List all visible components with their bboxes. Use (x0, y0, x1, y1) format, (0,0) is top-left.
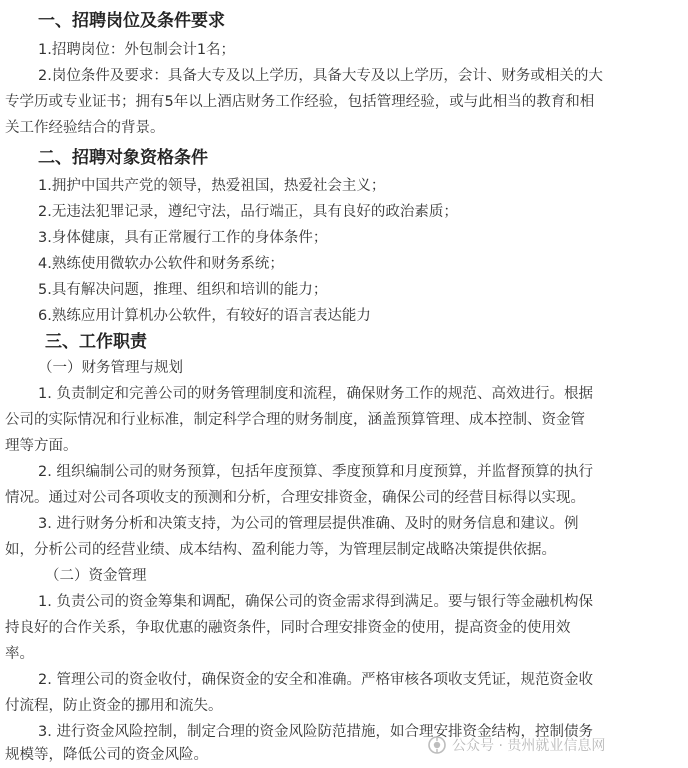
paragraph-line: 如，分析公司的经营业绩、成本结构、盈利能力等，为管理层制定战略决策提供依据。 (5, 542, 556, 558)
section-heading-job-duties: 三、工作职责 (45, 332, 147, 352)
paragraph-line: 2. 组织编制公司的财务预算，包括年度预算、季度预算和月度预算，并监督预算的执行 (38, 464, 593, 480)
paragraph-line: 3. 进行资金风险控制，制定合理的资金风险防范措施，如合理安排资金结构，控制债务 (38, 724, 593, 740)
paragraph-line: 6.熟练应用计算机办公软件，有较好的语言表达能力 (38, 308, 371, 324)
paragraph-line: 理等方面。 (5, 438, 78, 454)
paragraph-line: 公司的实际情况和行业标准，制定科学合理的财务制度，涵盖预算管理、成本控制、资金管 (5, 412, 585, 428)
wechat-official-account-icon (428, 736, 446, 754)
subheading-fund-management: （二）资金管理 (45, 568, 147, 584)
section-heading-recruitment-position: 一、招聘岗位及条件要求 (38, 11, 225, 31)
paragraph-line: 持良好的合作关系，争取优惠的融资条件，同时合理安排资金的使用，提高资金的使用效 (5, 620, 571, 636)
paragraph-line: 规模等，降低公司的资金风险。 (5, 747, 208, 763)
paragraph-line: 4.熟练使用微软办公软件和财务系统； (38, 256, 284, 272)
paragraph-line: 2. 管理公司的资金收付，确保资金的安全和准确。严格审核各项收支凭证，规范资金收 (38, 672, 593, 688)
watermark (428, 733, 605, 757)
paragraph-line: 5.具有解决问题，推理、组织和培训的能力； (38, 282, 328, 298)
watermark-text: 公众号 · 贵州就业信息网 (452, 738, 606, 754)
paragraph-line: 3. 进行财务分析和决策支持，为公司的管理层提供准确、及时的财务信息和建议。例 (38, 516, 579, 532)
paragraph-line: 付流程，防止资金的挪用和流失。 (5, 698, 223, 714)
paragraph-line: 情况。通过对公司各项收支的预测和分析，合理安排资金，确保公司的经营目标得以实现。 (5, 490, 585, 506)
subheading-financial-management: （一）财务管理与规划 (38, 360, 183, 376)
paragraph-line: 3.身体健康，具有正常履行工作的身体条件； (38, 230, 328, 246)
paragraph-line: 1.招聘岗位：外包制会计1名； (38, 42, 236, 58)
paragraph-line: 率。 (5, 646, 34, 662)
paragraph-line: 关工作经验结合的背景。 (5, 120, 165, 136)
paragraph-line: 1. 负责制定和完善公司的财务管理制度和流程，确保财务工作的规范、高效进行。根据 (38, 386, 593, 402)
paragraph-line: 2.岗位条件及要求：具备大专及以上学历，具备大专及以上学历，会计、财务或相关的大 (38, 68, 603, 84)
paragraph-line: 1. 负责公司的资金筹集和调配，确保公司的资金需求得到满足。要与银行等金融机构保 (38, 594, 593, 610)
paragraph-line: 2.无违法犯罪记录，遵纪守法，品行端正，具有良好的政治素质； (38, 204, 458, 220)
section-heading-candidate-qualifications: 二、招聘对象资格条件 (38, 148, 208, 168)
paragraph-line: 专学历或专业证书；拥有5年以上酒店财务工作经验，包括管理经验，或与此相当的教育和相 (5, 94, 595, 110)
paragraph-line: 1.拥护中国共产党的领导，热爱祖国，热爱社会主义； (38, 178, 386, 194)
